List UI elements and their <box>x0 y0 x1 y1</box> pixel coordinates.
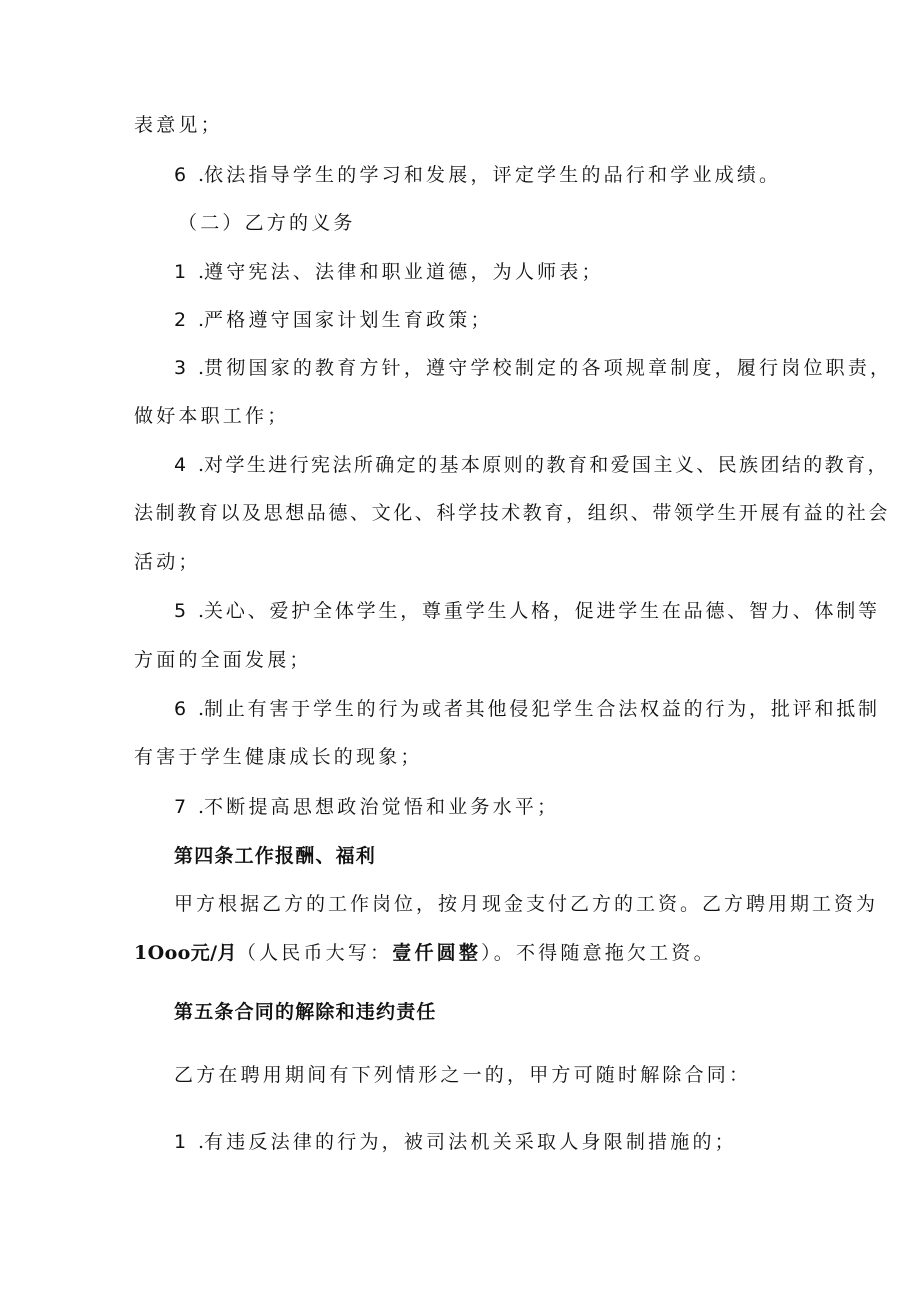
list-number: 1 <box>174 1131 187 1153</box>
list-separator: . <box>198 261 205 283</box>
list-number: 5 <box>174 600 187 622</box>
salary-amount: 1Ooo元/月 <box>134 942 237 964</box>
list-item <box>174 794 559 820</box>
text-segment: ）。不得随意拖欠工资。 <box>481 942 716 964</box>
text-segment: （人民币大写： <box>236 942 393 964</box>
section-subheading: （二）乙方的义务 <box>178 212 356 234</box>
list-item-text: 严格遵守国家计划生育政策； <box>204 309 493 331</box>
list-separator: . <box>198 309 205 331</box>
list-separator: . <box>198 796 205 818</box>
list-item-text: 遵守宪法、法律和职业道德，为人师表； <box>204 261 604 283</box>
paragraph-line: 活动； <box>134 551 201 573</box>
paragraph-line: 甲方根据乙方的工作岗位，按月现金支付乙方的工资。乙方聘用期工资为 <box>174 893 879 915</box>
paragraph-line: 做好本职工作； <box>134 405 290 427</box>
list-number: 3 <box>174 357 187 379</box>
paragraph-line: 表意见； <box>134 114 223 136</box>
list-item <box>174 598 880 624</box>
list-item-text: 制止有害于学生的行为或者其他侵犯学生合法权益的行为，批评和抵制 <box>204 698 880 720</box>
list-separator: . <box>198 1131 205 1153</box>
paragraph-line <box>134 940 716 966</box>
list-item <box>174 162 781 188</box>
list-item <box>174 696 880 722</box>
list-separator: . <box>198 454 205 476</box>
list-number: 7 <box>174 796 187 818</box>
list-item-text: 依法指导学生的学习和发展，评定学生的品行和学业成绩。 <box>204 164 782 186</box>
list-item-text: 不断提高思想政治觉悟和业务水平； <box>204 796 560 818</box>
list-separator: . <box>198 164 205 186</box>
paragraph-line: 法制教育以及思想品德、文化、科学技术教育，组织、带领学生开展有益的社会 <box>134 502 891 524</box>
list-item <box>174 1129 737 1155</box>
list-item <box>174 452 889 478</box>
list-separator: . <box>198 698 205 720</box>
list-number: 1 <box>174 261 187 283</box>
list-item <box>174 355 892 381</box>
paragraph-line: 方面的全面发展； <box>134 649 312 671</box>
list-item-text: 对学生进行宪法所确定的基本原则的教育和爱国主义、民族团结的教育， <box>204 454 889 476</box>
list-item <box>174 307 493 333</box>
article-heading: 第五条合同的解除和违约责任 <box>174 1001 437 1023</box>
list-item-text: 有违反法律的行为，被司法机关采取人身限制措施的； <box>204 1131 737 1153</box>
list-number: 6 <box>174 698 187 720</box>
amount-in-words: 壹仟圆整 <box>392 942 482 964</box>
list-item-text: 关心、爱护全体学生，尊重学生人格，促进学生在品德、智力、体制等 <box>204 600 880 622</box>
paragraph-line: 乙方在聘用期间有下列情形之一的，甲方可随时解除合同： <box>174 1064 752 1086</box>
article-heading: 第四条工作报酬、福利 <box>174 845 377 867</box>
list-separator: . <box>198 600 205 622</box>
list-number: 6 <box>174 164 187 186</box>
paragraph-line: 有害于学生健康成长的现象； <box>134 746 423 768</box>
list-item <box>174 259 604 285</box>
list-item-text: 贯彻国家的教育方针，遵守学校制定的各项规章制度，履行岗位职责， <box>204 357 893 379</box>
list-separator: . <box>198 357 205 379</box>
list-number: 4 <box>174 454 187 476</box>
list-number: 2 <box>174 309 187 331</box>
